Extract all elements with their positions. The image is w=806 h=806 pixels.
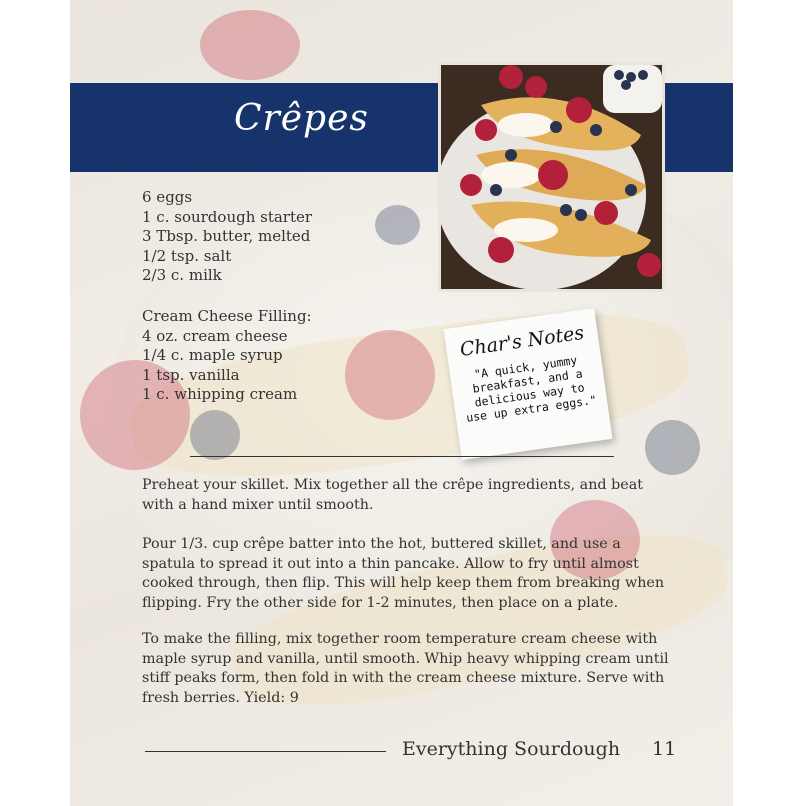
crepes-photo-illustration [441, 65, 662, 289]
background-berry [645, 420, 700, 475]
footer-page-number: 11 [652, 738, 677, 760]
recipe-title: Crêpes [234, 98, 369, 139]
note-title: Char's Notes [458, 321, 586, 362]
footer-book-title: Everything Sourdough [402, 738, 621, 760]
ingredient-item: 1/2 tsp. salt [142, 246, 232, 265]
filling-item: 1/4 c. maple syrup [142, 346, 283, 365]
filling-list [142, 307, 312, 405]
instruction-paragraph: Preheat your skillet. Mix together all the crêpe ingredients, and beat with a hand mixer until smooth. [142, 477, 643, 513]
ingredient-item: 1 c. sourdough starter [142, 207, 313, 226]
section-divider [190, 456, 614, 457]
ingredient-list [142, 188, 312, 286]
ingredient-item: 6 eggs [142, 188, 193, 206]
filling-item: 1 c. whipping cream [142, 385, 298, 404]
filling-heading: Cream Cheese Filling: [142, 307, 312, 325]
footer-rule [145, 751, 386, 752]
note-text: "A quick, yummy breakfast, and a delicious way to use up extra eggs." [465, 353, 598, 425]
filling-item: 4 oz. cream cheese [142, 326, 288, 345]
ingredient-item: 2/3 c. milk [142, 266, 222, 285]
background-berry [190, 410, 240, 460]
chars-notes-card [444, 308, 613, 460]
background-berry [345, 330, 435, 420]
instruction-paragraph: To make the filling, mix together room temperature cream cheese with maple syrup and vanilla, until smooth. Whip heavy whipping cream until stiff peaks form, then fold in with the cream cheese mixture. Serve with fresh berries. Yield: 9 [142, 631, 669, 706]
background-berry [375, 205, 420, 245]
background-berry [200, 10, 300, 80]
instruction-paragraph: Pour 1/3. cup crêpe batter into the hot, buttered skillet, and use a spatula to spread it out into a thin pancake. Allow to fry until almost cooked through, then flip. This will help keep them from breaking when flipping. Fry the other side for 1-2 minutes, then place on a plate. [142, 536, 665, 611]
ingredient-item: 3 Tbsp. butter, melted [142, 227, 311, 246]
filling-item: 1 tsp. vanilla [142, 365, 240, 384]
recipe-photo [438, 62, 665, 292]
